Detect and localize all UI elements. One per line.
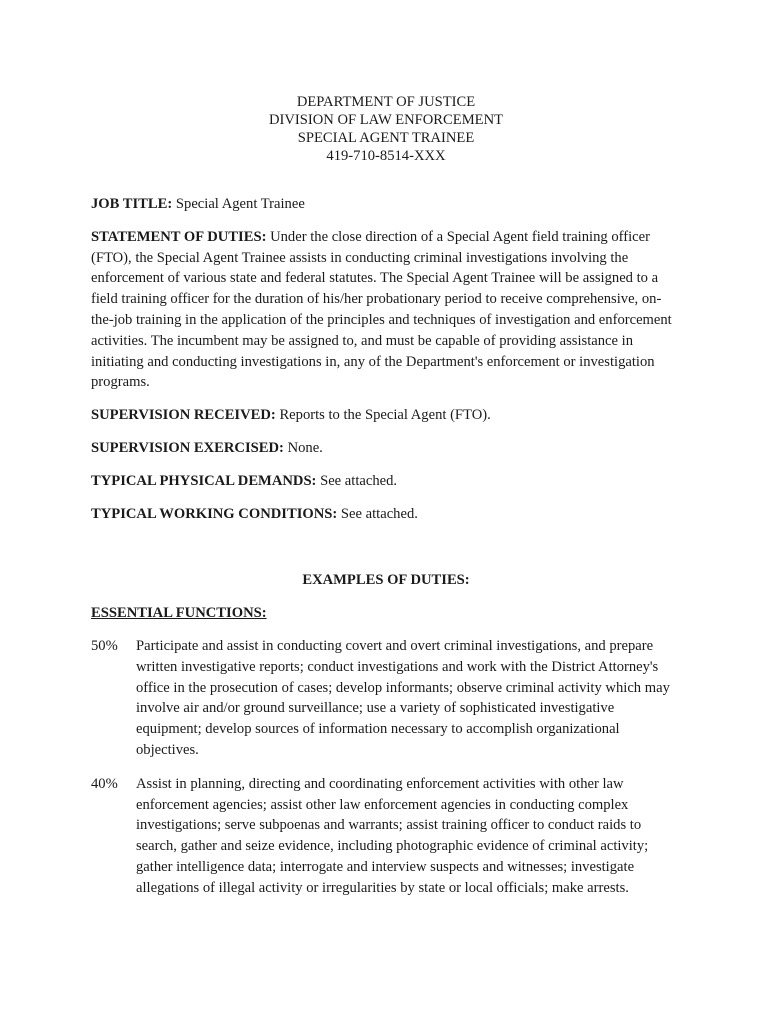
working-conditions-value: See attached. xyxy=(340,505,418,522)
document-header xyxy=(91,93,681,165)
duty-percent: 50% xyxy=(91,637,118,654)
position-code: 419-710-8514-XXX xyxy=(326,148,446,164)
department-name: DEPARTMENT OF JUSTICE xyxy=(296,94,476,110)
statement-of-duties-field xyxy=(91,227,681,393)
job-title-value: Special Agent Trainee xyxy=(175,196,305,212)
position-name: SPECIAL AGENT TRAINEE xyxy=(297,130,475,146)
supervision-exercised-label: SUPERVISION EXERCISED: xyxy=(91,439,284,456)
physical-demands-label: TYPICAL PHYSICAL DEMANDS: xyxy=(91,472,317,489)
physical-demands-field xyxy=(91,471,681,492)
duty-percent: 40% xyxy=(91,775,118,792)
supervision-exercised-field xyxy=(91,438,681,459)
working-conditions-field xyxy=(91,504,681,525)
duty-item xyxy=(91,636,681,761)
supervision-received-value: Reports to the Special Agent (FTO). xyxy=(279,407,491,424)
duty-description: Participate and assist in conducting covert and overt criminal investigations, and prepare written investigative reports; conduct investigations and work with the District Attorney's office in the prosecution of cases; develop informants; observe criminal activity which may involve air and/or ground surveillance; use a variety of sophisticated investigative equipment; develop sources of information necessary to accomplish organizational objectives. xyxy=(136,637,670,758)
physical-demands-value: See attached. xyxy=(320,472,398,489)
working-conditions-label: TYPICAL WORKING CONDITIONS: xyxy=(91,505,338,522)
job-title-label: JOB TITLE: xyxy=(91,196,173,212)
supervision-exercised-value: None. xyxy=(287,439,323,456)
supervision-received-label: SUPERVISION RECEIVED: xyxy=(91,407,276,424)
examples-of-duties-heading: EXAMPLES OF DUTIES: xyxy=(302,572,470,589)
essential-functions-heading: ESSENTIAL FUNCTIONS: xyxy=(91,605,267,622)
supervision-received-field xyxy=(91,405,681,426)
duty-description: Assist in planning, directing and coordinating enforcement activities with other law enforcement agencies; assist other law enforcement agencies in conducting complex investigations; serve subpoenas and warrants; assist training officer to conduct raids to search, gather and seize evidence, including photographic evidence of criminal activity; gather intelligence data; interrogate and interview suspects and witnesses; investigate allegations of illegal activity or irregularities by state or local officials; make arrests. xyxy=(136,775,649,896)
statement-of-duties-value: Under the close direction of a Special Agent field training officer (FTO), the Special Agent Trainee assists in conducting criminal investigations involving the enforcement of various state and federal statutes. The Special Agent Trainee will be assigned to a field training officer for the duration of his/her probationary period to receive comprehensive, on-the-job training in the application of the principles and techniques of investigation and enforcement activities. The incumbent may be assigned to, and must be capable of providing assistance in initiating and conducting investigations in, any of the Department's enforcement or investigation programs. xyxy=(91,228,672,391)
statement-of-duties-label: STATEMENT OF DUTIES: xyxy=(91,228,267,245)
document-page xyxy=(91,93,681,899)
duty-item xyxy=(91,774,681,899)
job-title-field xyxy=(91,194,681,215)
division-name: DIVISION OF LAW ENFORCEMENT xyxy=(268,112,504,128)
